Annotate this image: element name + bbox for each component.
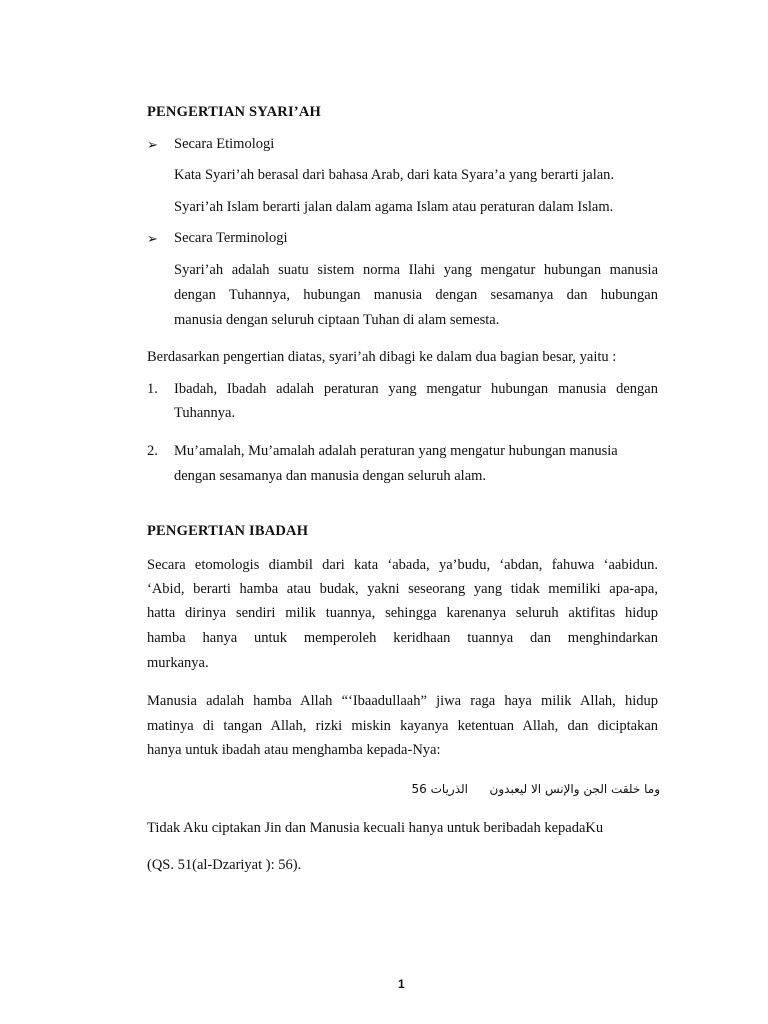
ibadah-line-2: Tuhannya. <box>174 405 236 421</box>
ibadah-para2-line-3: hanya untuk ibadah atau menghamba kepada-Nya: <box>147 742 441 758</box>
section-title-ibadah: PENGERTIAN IBADAH <box>147 523 309 539</box>
terminologi-line-1: Syari’ah adalah suatu sistem norma Ilahi yang mengatur hubungan manusia <box>174 262 658 278</box>
list-number: 1. <box>147 381 158 397</box>
list-number: 2. <box>147 443 158 459</box>
bullet-arrow-icon: ➢ <box>147 137 158 152</box>
etimologi-line-2: Syari’ah Islam berarti jalan dalam agama Islam atau peraturan dalam Islam. <box>174 199 614 215</box>
arabic-verse-reference: الذريات 56 <box>411 782 468 796</box>
ibadah-para1-line-5: murkanya. <box>147 655 209 671</box>
ibadah-para2-line-2: matinya di tangan Allah, rizki miskin kayanya ketentuan Allah, dan diciptakan <box>147 718 658 734</box>
ibadah-para1-line-2: ‘Abid, berarti hamba atau budak, yakni seseorang yang tidak memiliki apa-apa, <box>147 581 658 597</box>
section-title-syariah: PENGERTIAN SYARI’AH <box>147 104 321 120</box>
etimologi-line-1: Kata Syari’ah berasal dari bahasa Arab, dari kata Syara’a yang berarti jalan. <box>174 167 615 183</box>
page-number: 1 <box>398 977 405 991</box>
bullet-arrow-icon: ➢ <box>147 231 158 246</box>
bullet-heading-terminologi: Secara Terminologi <box>174 230 288 246</box>
terminologi-line-2: dengan Tuhannya, hubungan manusia dengan sesamanya dan hubungan <box>174 287 658 303</box>
muamalah-line-1: Mu’amalah, Mu’amalah adalah peraturan yang mengatur hubungan manusia <box>174 443 618 459</box>
verse-citation: (QS. 51(al-Dzariyat ): 56). <box>147 857 302 873</box>
ibadah-para1-line-4: hamba hanya untuk memperoleh keridhaan tuannya dan menghindarkan <box>147 630 658 646</box>
ibadah-line-1: Ibadah, Ibadah adalah peraturan yang mengatur hubungan manusia dengan <box>174 381 658 397</box>
verse-translation: Tidak Aku ciptakan Jin dan Manusia kecuali hanya untuk beribadah kepadaKu <box>147 820 604 836</box>
ibadah-para1-line-3: hatta dirinya sendiri milik tuannya, sehingga karenanya seluruh aktifitas hidup <box>147 605 658 621</box>
terminologi-line-3: manusia dengan seluruh ciptaan Tuhan di alam semesta. <box>174 312 500 328</box>
bullet-heading-etimologi: Secara Etimologi <box>174 136 275 152</box>
arabic-verse: وما خلقت الجن والإنس الا ليعبدون <box>489 782 660 796</box>
ibadah-para2-line-1: Manusia adalah hamba Allah “‘Ibaadullaah” jiwa raga haya milik Allah, hidup <box>147 693 658 709</box>
muamalah-line-2: dengan sesamanya dan manusia dengan seluruh alam. <box>174 468 487 484</box>
ibadah-para1-line-1: Secara etomologis diambil dari kata ‘abada, ya’budu, ‘abdan, fahuwa ‘aabidun. <box>147 557 658 573</box>
division-intro: Berdasarkan pengertian diatas, syari’ah dibagi ke dalam dua bagian besar, yaitu : <box>147 349 617 365</box>
